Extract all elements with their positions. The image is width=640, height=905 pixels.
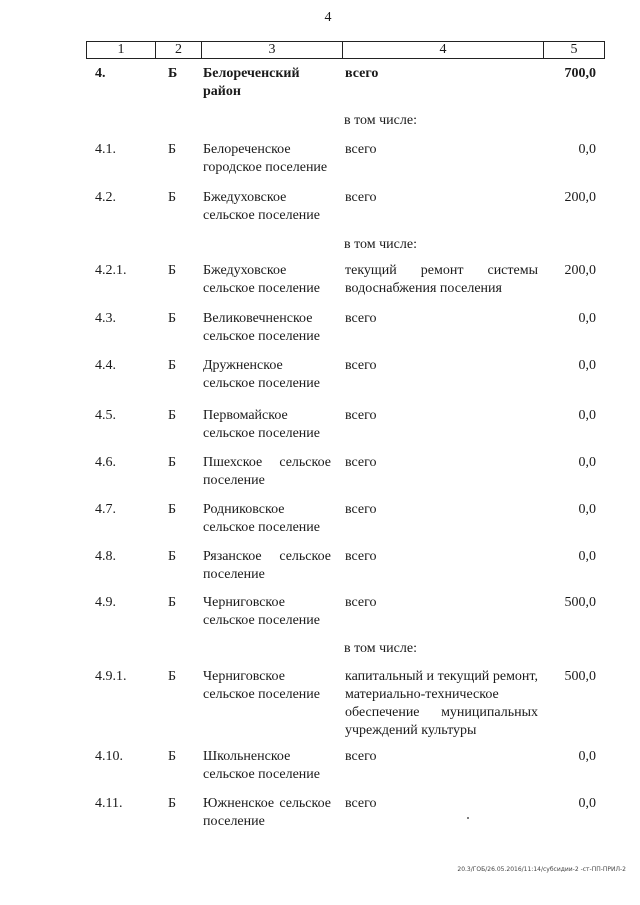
row-category: Б — [168, 455, 177, 470]
including-label: в том числе: — [344, 113, 417, 128]
row-amount: 0,0 — [578, 408, 596, 423]
row-number: 4. — [95, 66, 106, 81]
row-name: Пшехское сельское поселение — [203, 455, 331, 488]
row-name: Родниковское сельское поселение — [203, 502, 320, 535]
row-name: Бжедуховское сельское поселение — [203, 263, 320, 296]
including-label: в том числе: — [344, 237, 417, 252]
column-header-4: 4 — [342, 42, 543, 58]
column-header-1: 1 — [117, 42, 125, 57]
row-category: Б — [168, 311, 177, 326]
row-category: Б — [168, 669, 177, 684]
row-type: всего — [345, 502, 377, 517]
row-type: всего — [345, 549, 377, 564]
row-number: 4.5. — [95, 408, 116, 423]
row-name: Первомайское сельское поселение — [203, 408, 320, 441]
row-number: 4.3. — [95, 311, 116, 326]
row-category: Б — [168, 263, 177, 278]
row-name: Бжедуховское сельское поселение — [203, 190, 320, 223]
row-type: капитальный и текущий ремонт, материально-техническое обеспечение муниципальных учреждений культуры — [345, 669, 538, 738]
row-amount: 700,0 — [564, 66, 596, 81]
row-category: Б — [168, 142, 177, 157]
row-amount: 0,0 — [578, 455, 596, 470]
scan-speck — [467, 817, 469, 819]
row-amount: 0,0 — [578, 749, 596, 764]
row-amount: 0,0 — [578, 311, 596, 326]
row-name: Черниговское сельское поселение — [203, 669, 320, 702]
row-type: всего — [345, 455, 377, 470]
row-name: Южненское сельское поселение — [203, 796, 331, 829]
row-category: Б — [168, 408, 177, 423]
row-category: Б — [168, 190, 177, 205]
row-amount: 500,0 — [564, 595, 596, 610]
row-name: Белореченское городское поселение — [203, 142, 328, 175]
row-amount: 200,0 — [564, 263, 596, 278]
row-name: Великовечненское сельское поселение — [203, 311, 320, 344]
row-name: Школьненское сельское поселение — [203, 749, 320, 782]
row-number: 4.7. — [95, 502, 116, 517]
column-header-2: 2 — [155, 42, 201, 58]
column-header-3: 3 — [201, 42, 342, 58]
row-type: всего — [345, 142, 377, 157]
row-number: 4.2.1. — [95, 263, 127, 278]
row-category: Б — [168, 796, 177, 811]
row-type: всего — [345, 408, 377, 423]
row-category: Б — [168, 358, 177, 373]
row-number: 4.1. — [95, 142, 116, 157]
row-type: всего — [345, 311, 377, 326]
row-type: всего — [345, 66, 379, 81]
row-category: Б — [168, 66, 178, 81]
row-type: всего — [345, 796, 377, 811]
page-number: 4 — [324, 10, 332, 25]
row-amount: 200,0 — [564, 190, 596, 205]
row-amount: 0,0 — [578, 142, 596, 157]
row-type: текущий ремонт системы водоснабжения поселения — [345, 263, 538, 296]
row-type: всего — [345, 749, 377, 764]
row-type: всего — [345, 358, 377, 373]
row-name: Белореченский район — [203, 66, 300, 99]
row-category: Б — [168, 749, 177, 764]
row-category: Б — [168, 595, 177, 610]
row-number: 4.8. — [95, 549, 116, 564]
row-amount: 0,0 — [578, 549, 596, 564]
row-type: всего — [345, 595, 377, 610]
row-amount: 0,0 — [578, 502, 596, 517]
column-header-5: 5 — [543, 42, 604, 58]
row-category: Б — [168, 502, 177, 517]
including-label: в том числе: — [344, 641, 417, 656]
row-type: всего — [345, 190, 377, 205]
row-name: Черниговское сельское поселение — [203, 595, 320, 628]
row-number: 4.11. — [95, 796, 123, 811]
row-number: 4.6. — [95, 455, 116, 470]
document-footer: 20.3/ГОБ/26.05.2016/11:14/субсидии-2 -ст-ПП-ПРИЛ-2 — [457, 866, 626, 873]
row-category: Б — [168, 549, 177, 564]
row-number: 4.9. — [95, 595, 116, 610]
row-amount: 500,0 — [564, 669, 596, 684]
row-name: Дружненское сельское поселение — [203, 358, 320, 391]
row-number: 4.9.1. — [95, 669, 127, 684]
row-number: 4.10. — [95, 749, 123, 764]
row-number: 4.2. — [95, 190, 116, 205]
row-amount: 0,0 — [578, 358, 596, 373]
row-name: Рязанское сельское поселение — [203, 549, 331, 582]
row-number: 4.4. — [95, 358, 116, 373]
row-amount: 0,0 — [578, 796, 596, 811]
